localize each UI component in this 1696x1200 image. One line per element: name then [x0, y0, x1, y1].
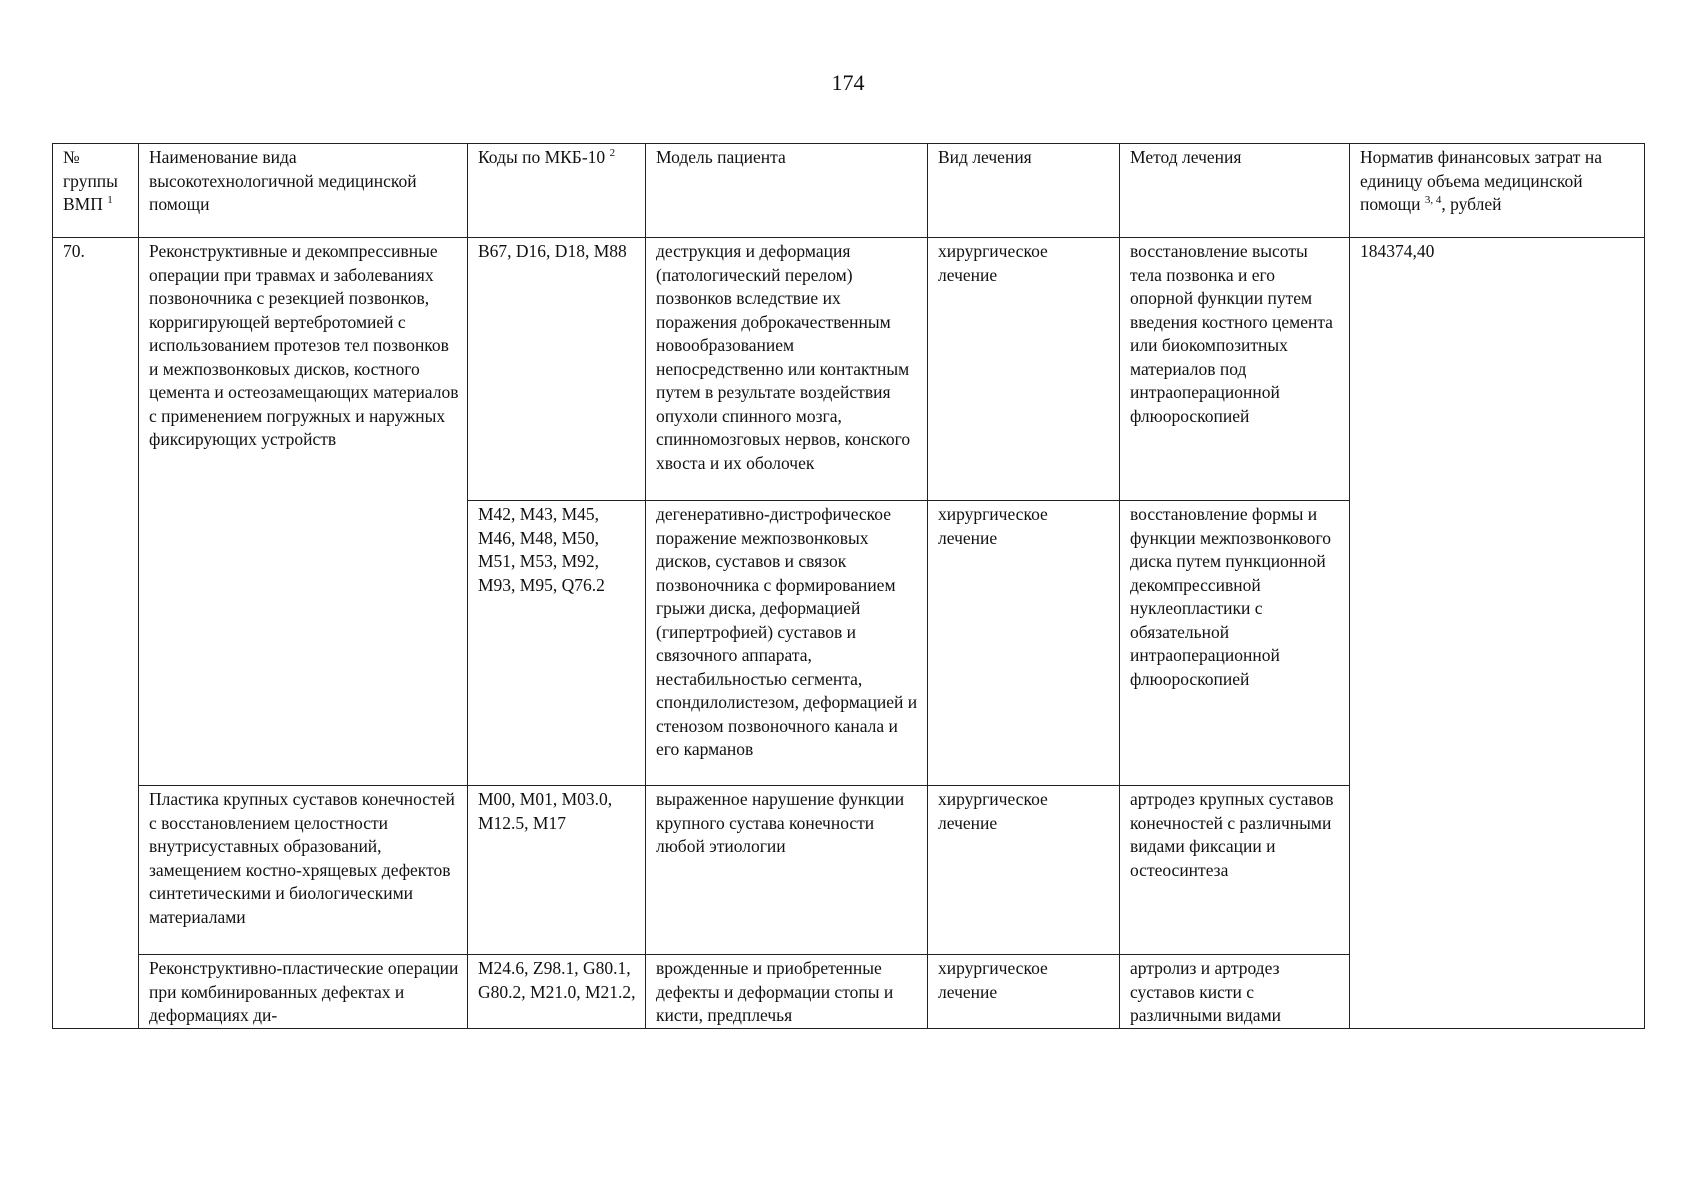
treatment-method-cell: восстановление высоты тела позвонка и его опорной функции путем введения костного цемента или биокомпозитных материалов под интраоперационной флюороскопией [1120, 238, 1350, 501]
icd-codes-cell: M00, M01, M03.0, M12.5, M17 [468, 786, 646, 955]
treatment-type-cell: хирургическое лечение [928, 786, 1120, 955]
cost-norm-cell: 184374,40 [1350, 238, 1645, 1029]
header-treatment-type: Вид лечения [928, 144, 1120, 238]
header-treatment-method: Метод лечения [1120, 144, 1350, 238]
icd-codes-cell: B67, D16, D18, M88 [468, 238, 646, 501]
icd-codes-cell: M24.6, Z98.1, G80.1, G80.2, M21.0, M21.2, [468, 955, 646, 1029]
treatment-type-cell: хирургическое лечение [928, 238, 1120, 501]
care-type-cell: Реконструктивно-пластические операции при комбинированных дефектах и деформациях ди- [139, 955, 468, 1029]
treatment-method-cell: артродез крупных суставов конечностей с различными видами фиксации и остеосинтеза [1120, 786, 1350, 955]
patient-model-cell: выраженное нарушение функции крупного сустава конечности любой этиологии [646, 786, 928, 955]
patient-model-cell: врожденные и приобретенные дефекты и деформации стопы и кисти, предплечья [646, 955, 928, 1029]
care-type-cell: Пластика крупных суставов конечностей с восстановлением целостности внутрисуставных образований, замещением костно-хрящевых дефектов синтетическими и биологическими материалами [139, 786, 468, 955]
vmp-table [52, 143, 1645, 1029]
header-cost-norm: Норматив финансовых затрат на единицу объема медицинской помощи $^{3, 4}$, рублей [1350, 144, 1645, 238]
treatment-type-cell: хирургическое лечение [928, 501, 1120, 786]
header-icd-codes: Коды по МКБ-10 $^2$ [468, 144, 646, 238]
treatment-method-cell: восстановление формы и функции межпозвонкового диска путем пункционной декомпрессивной нуклеопластики с обязательной интраоперационной флюороскопией [1120, 501, 1350, 786]
patient-model-cell: деструкция и деформация (патологический перелом) позвонков вследствие их поражения доброкачественным новообразованием непосредственно или контактным путем в результате воздействия опухоли спинного мозга, спинномозговых нервов, конского хвоста и их оболочек [646, 238, 928, 501]
header-care-type: Наименование вида высокотехнологичной медицинской помощи [139, 144, 468, 238]
treatment-method-cell: артролиз и артродез суставов кисти с различными видами [1120, 955, 1350, 1029]
group-number-cell: 70. [53, 238, 139, 1029]
table-header-row [53, 144, 1645, 238]
header-patient-model: Модель пациента [646, 144, 928, 238]
table-row [53, 238, 1645, 501]
care-type-cell: Реконструктивные и декомпрессивные операции при травмах и заболеваниях позвоночника с резекцией позвонков, корригирующей вертебротомией с использованием протезов тел позвонков и межпозвонковых дисков, костного цемента и остеозамещающих материалов с применением погружных и наружных фиксирующих устройств [139, 238, 468, 786]
treatment-type-cell: хирургическое лечение [928, 955, 1120, 1029]
page-number: 174 [831, 70, 865, 95]
header-group-number: № группы ВМП $^1$ [53, 144, 139, 238]
patient-model-cell: дегенеративно-дистрофическое поражение межпозвонковых дисков, суставов и связок позвоночника с формированием грыжи диска, деформацией (гипертрофией) суставов и связочного аппарата, нестабильностью сегмента, спондилолистезом, деформацией и стенозом позвоночного канала и его карманов [646, 501, 928, 786]
icd-codes-cell: M42, M43, M45, M46, M48, M50, M51, M53, M92, M93, M95, Q76.2 [468, 501, 646, 786]
